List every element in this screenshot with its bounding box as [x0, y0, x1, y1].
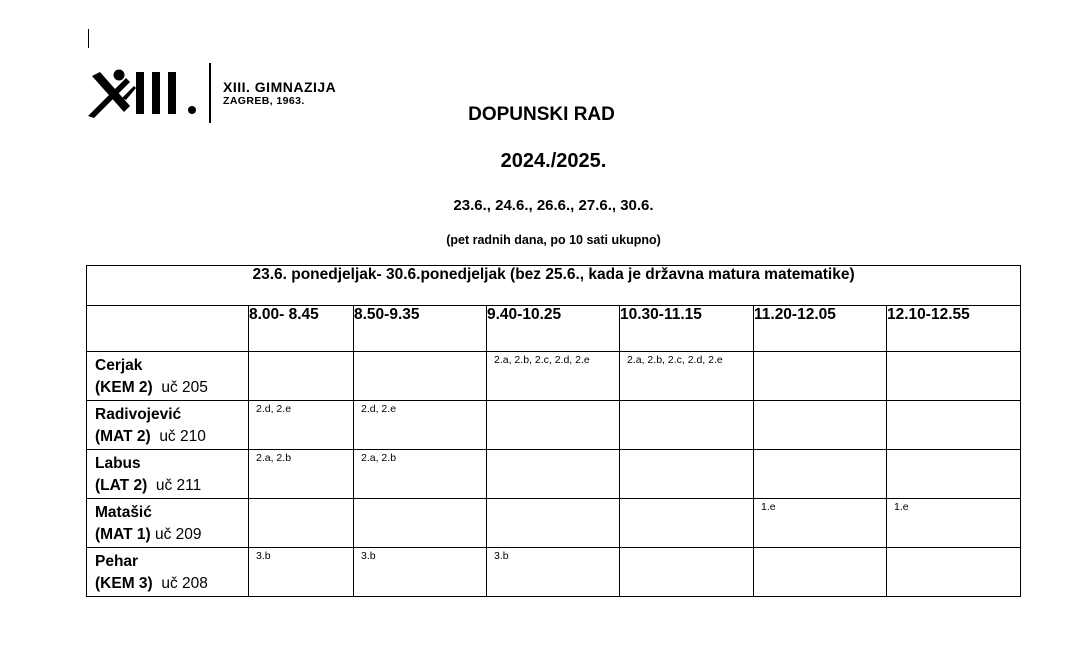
class-cell: [249, 352, 354, 401]
teacher-name: Matašić: [95, 504, 152, 521]
class-cell: [620, 548, 754, 597]
class-cell: [487, 450, 620, 499]
class-cell: [887, 450, 1021, 499]
class-cell: [754, 548, 887, 597]
teacher-subject: (KEM 3): [95, 575, 153, 592]
teacher-name: Radivojević: [95, 406, 182, 423]
teacher-room: uč 210: [159, 428, 206, 445]
table-row: [87, 450, 1021, 499]
empty-corner-cell: [87, 306, 249, 352]
table-header-row: [87, 266, 1021, 306]
time-slot: 11.20-12.05: [754, 306, 887, 352]
dates-line: 23.6., 24.6., 26.6., 27.6., 30.6.: [453, 197, 654, 214]
class-cell: 2.d, 2.e: [354, 401, 487, 450]
class-cell: 3.b: [354, 548, 487, 597]
teacher-room: uč 211: [155, 477, 202, 494]
note-line: (pet radnih dana, po 10 sati ukupno): [446, 233, 661, 247]
teacher-cell: [87, 401, 249, 450]
school-year: 2024./2025.: [500, 150, 607, 172]
time-slot: 8.50-9.35: [354, 306, 487, 352]
class-cell: 2.a, 2.b, 2.c, 2.d, 2.e: [620, 352, 754, 401]
teacher-subject: (MAT 2): [95, 428, 151, 445]
teacher-cell: [87, 499, 249, 548]
time-slot: 12.10-12.55: [887, 306, 1021, 352]
class-cell: [249, 499, 354, 548]
teacher-room: uč 209: [155, 526, 202, 543]
class-cell: 2.d, 2.e: [249, 401, 354, 450]
class-cell: 2.a, 2.b: [354, 450, 487, 499]
class-cell: [754, 450, 887, 499]
class-cell: 3.b: [487, 548, 620, 597]
class-cell: [354, 499, 487, 548]
class-cell: 2.a, 2.b: [249, 450, 354, 499]
class-cell: [620, 401, 754, 450]
text-cursor: [88, 29, 89, 48]
class-cell: [887, 401, 1021, 450]
class-cell: [487, 499, 620, 548]
class-cell: [620, 499, 754, 548]
teacher-cell: [87, 548, 249, 597]
time-slot: 8.00- 8.45: [249, 306, 354, 352]
class-cell: 1.e: [754, 499, 887, 548]
class-cell: [487, 401, 620, 450]
time-slot: 9.40-10.25: [487, 306, 620, 352]
table-row: [87, 548, 1021, 597]
table-header: 23.6. ponedjeljak- 30.6.ponedjeljak (bez 25.6., kada je državna matura matematike): [87, 266, 1021, 306]
teacher-subject: (MAT 1): [95, 526, 151, 543]
time-slot: 10.30-11.15: [620, 306, 754, 352]
teacher-room: uč 205: [161, 379, 208, 396]
class-cell: [754, 352, 887, 401]
teacher-name: Cerjak: [95, 357, 143, 374]
teacher-subject: (KEM 2): [95, 379, 153, 396]
teacher-room: uč 208: [161, 575, 208, 592]
logo-school-city: ZAGREB, 1963.: [223, 95, 305, 107]
table-row: [87, 401, 1021, 450]
class-cell: [354, 352, 487, 401]
class-cell: [620, 450, 754, 499]
schedule-table: [86, 265, 1021, 597]
class-cell: [887, 548, 1021, 597]
logo-school-name: XIII. GIMNAZIJA: [223, 79, 337, 95]
class-cell: 3.b: [249, 548, 354, 597]
teacher-cell: [87, 352, 249, 401]
teacher-name: Labus: [95, 455, 141, 472]
teacher-cell: [87, 450, 249, 499]
class-cell: 2.a, 2.b, 2.c, 2.d, 2.e: [487, 352, 620, 401]
document-title: DOPUNSKI RAD: [468, 104, 615, 125]
class-cell: 1.e: [887, 499, 1021, 548]
table-row: [87, 499, 1021, 548]
class-cell: [754, 401, 887, 450]
teacher-name: Pehar: [95, 553, 139, 570]
class-cell: [887, 352, 1021, 401]
teacher-subject: (LAT 2): [95, 477, 148, 494]
table-row: [87, 352, 1021, 401]
time-slots-row: [87, 306, 1021, 352]
